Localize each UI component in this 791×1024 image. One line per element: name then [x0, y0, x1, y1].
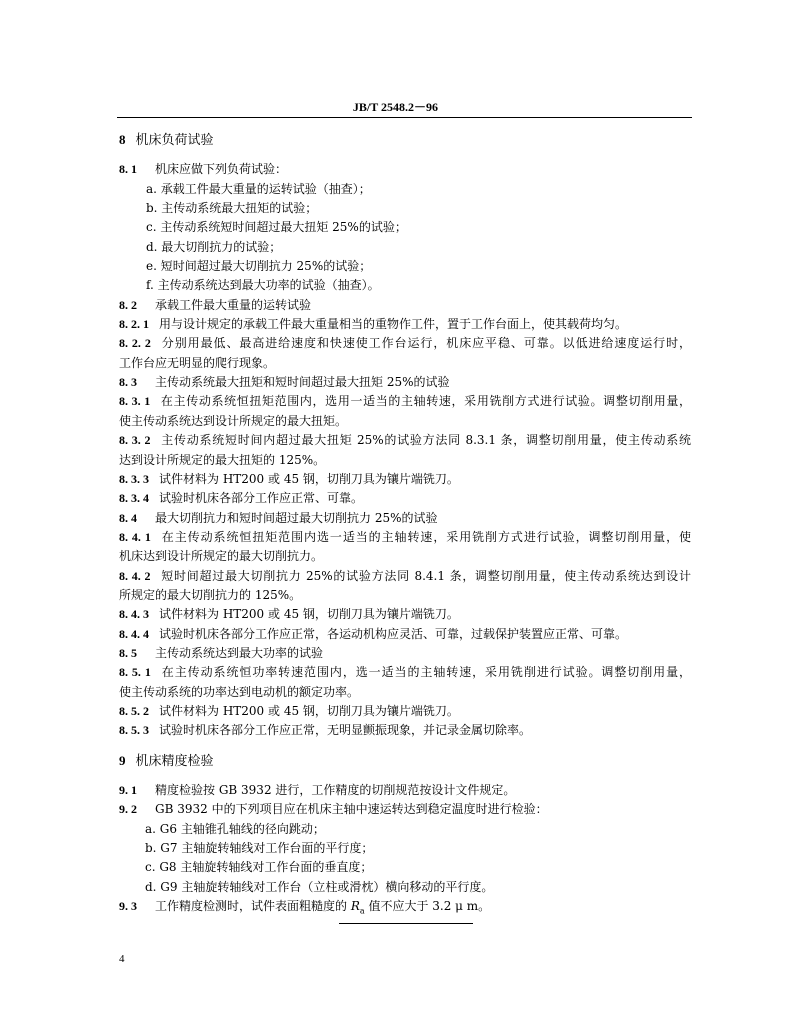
clause-number: 9. 3 — [119, 899, 137, 914]
clause-text: 试验时机床各部分工作应正常、可靠。 — [159, 491, 364, 506]
clause-continuation: 工作台应无明显的爬行现象。 — [119, 355, 276, 370]
clause-text: 最大切削抗力和短时间超过最大切削抗力 25%的试验 — [155, 510, 438, 525]
clause-number: 8. 3. 1 — [119, 394, 151, 409]
clause-number: 9. 1 — [119, 783, 137, 797]
section-number: 8 — [119, 132, 126, 147]
clause-number: 8. 5 — [119, 645, 137, 660]
clause-8-5 — [119, 644, 691, 663]
clause-text: 机床应做下列负荷试验： — [155, 162, 288, 177]
clause-8-3-2 — [119, 431, 691, 450]
list-item: c. G8 主轴旋转轴线对工作台面的垂直度； — [145, 860, 373, 875]
clause-text: 试验时机床各部分工作应正常，无明显颤振现象，并记录金属切除率。 — [159, 723, 532, 738]
clause-text: 在主传动系统恒功率转速范围内，选一适当的主轴转速，采用铣削进行试验。调整切削用量， — [160, 665, 692, 680]
list-item: d. 最大切削抗力的试验； — [146, 239, 282, 254]
clause-text: 分别用最低、最高进给速度和快速使工作台运行，机床应平稳、可靠。以低进给速度运行时， — [160, 336, 692, 351]
clause-8-3-1 — [119, 392, 691, 411]
page-number: 4 — [119, 953, 125, 965]
header-divider — [117, 117, 692, 118]
clause-8-5-3 — [119, 721, 691, 740]
clause-number: 8. 5. 3 — [119, 723, 149, 738]
list-item: d. G9 主轴旋转轴线对工作台（立柱或滑枕）横向移动的平行度。 — [145, 879, 494, 894]
clause-text: 在主传动系统恒扭矩范围内，选用一适当的主轴转速，采用铣削方式进行试验。调整切削用量， — [160, 394, 691, 409]
section-title: 机床负荷试验 — [135, 133, 214, 148]
section-8-heading — [119, 130, 691, 150]
clause-text: 短时间超过最大切削抗力 25%的试验方法同 8.4.1 条，调整切削用量，使主传动系统达到设计 — [160, 568, 692, 583]
clause-number: 8. 1 — [119, 162, 137, 177]
clause-8-5-2 — [119, 702, 691, 721]
clause-8-2-2 — [119, 334, 691, 353]
document-body — [119, 126, 691, 921]
clause-number: 8. 4 — [119, 510, 137, 525]
clause-continuation: 机床达到设计所规定的最大切削抗力。 — [119, 549, 324, 564]
clause-8-4-1 — [119, 528, 691, 547]
clause-number: 8. 3. 4 — [119, 491, 149, 506]
clause-9-3 — [119, 897, 691, 921]
clause-text: 在主传动系统恒扭矩范围内选一适当的主轴转速，采用铣削方式进行试验，调整切削用量，使 — [160, 529, 692, 544]
clause-continuation: 使主传动系统达到设计所规定的最大扭矩。 — [119, 413, 348, 428]
clause-8-1 — [119, 160, 691, 179]
roughness-symbol: R — [350, 899, 360, 914]
section-title: 机床精度检验 — [135, 753, 214, 769]
clause-8-3-4 — [119, 489, 691, 508]
list-item: a. 承载工件最大重量的运转试验（抽查）； — [146, 181, 371, 196]
clause-8-4 — [119, 509, 691, 528]
clause-8-3-3 — [119, 470, 691, 489]
clause-text: 主传动系统短时间内超过最大扭矩 25%的试验方法同 8.3.1 条，调整切削用量，使主传动系统 — [160, 433, 692, 448]
clause-number: 8. 2 — [119, 297, 137, 312]
clause-8-2-1 — [119, 315, 691, 334]
clause-text: 承载工件最大重量的运转试验 — [155, 297, 312, 312]
clause-number: 9. 2 — [119, 802, 137, 817]
roughness-subscript: a — [359, 906, 365, 916]
standard-code-header: JB/T 2548.2－96 — [352, 100, 439, 114]
clause-text: 工作精度检测时，试件表面粗糙度的 — [155, 899, 351, 914]
list-item: f. 主传动系统达到最大功率的试验（抽查）。 — [146, 278, 380, 293]
clause-number: 8. 4. 3 — [119, 607, 149, 622]
clause-text: 试件材料为 HT200 或 45 钢，切削刀具为镶片端铣刀。 — [159, 607, 459, 622]
section-9-heading — [119, 751, 691, 771]
clause-8-3 — [119, 373, 691, 392]
list-item: b. 主传动系统最大扭矩的试验； — [146, 201, 318, 216]
clause-number: 8. 3. 3 — [119, 471, 149, 486]
clause-9-1 — [119, 781, 691, 800]
clause-number: 8. 4. 2 — [119, 568, 151, 583]
clause-continuation: 所规定的最大切削抗力的 125%。 — [119, 587, 302, 602]
clause-text: 试验时机床各部分工作应正常，各运动机构应灵活、可靠，过载保护装置应正常、可靠。 — [159, 626, 628, 641]
list-item: b. G7 主轴旋转轴线对工作台面的平行度； — [145, 841, 374, 856]
list-item: e. 短时间超过最大切削抗力 25%的试验； — [146, 259, 372, 274]
clause-text: 试件材料为 HT200 或 45 钢，切削刀具为镶片端铣刀。 — [159, 703, 459, 718]
clause-text: GB 3932 中的下列项目应在机床主轴中速运转达到稳定温度时进行检验： — [155, 802, 548, 817]
clause-9-2 — [119, 800, 691, 819]
end-of-text-rule — [339, 923, 473, 924]
clause-number: 8. 3 — [119, 375, 137, 390]
clause-8-4-2 — [119, 567, 691, 586]
clause-number: 8. 3. 2 — [119, 433, 151, 448]
clause-number: 8. 2. 2 — [119, 336, 151, 351]
clause-number: 8. 4. 4 — [119, 626, 149, 641]
clause-8-4-4 — [119, 625, 691, 644]
clause-number: 8. 2. 1 — [119, 317, 149, 332]
clause-text-end: 值不应大于 3.2 μ m。 — [364, 899, 491, 914]
clause-number: 8. 5. 2 — [119, 703, 149, 718]
clause-number: 8. 4. 1 — [119, 529, 151, 544]
list-item: a. G6 主轴锥孔轴线的径向跳动； — [145, 821, 325, 836]
clause-text: 试件材料为 HT200 或 45 钢，切削刀具为镶片端铣刀。 — [159, 471, 459, 486]
section-number: 9 — [119, 752, 126, 768]
clause-text: 精度检验按 GB 3932 进行，工作精度的切削规范按设计文件规定。 — [155, 783, 516, 797]
clause-8-2 — [119, 296, 691, 315]
clause-8-5-1 — [119, 663, 691, 682]
clause-continuation: 使主传动系统的功率达到电动机的额定功率。 — [119, 684, 360, 699]
clause-continuation: 达到设计所规定的最大扭矩的 125%。 — [119, 452, 326, 467]
clause-text: 主传动系统最大扭矩和短时间超过最大扭矩 25%的试验 — [155, 375, 450, 390]
clause-text: 主传动系统达到最大功率的试验 — [155, 645, 324, 660]
clause-number: 8. 5. 1 — [119, 665, 151, 680]
clause-text: 用与设计规定的承载工件最大重量相当的重物作工件，置于工作台面上，使其载荷均匀。 — [159, 317, 628, 332]
list-item: c. 主传动系统短时间超过最大扭矩 25%的试验； — [146, 220, 407, 235]
clause-8-4-3 — [119, 605, 691, 624]
